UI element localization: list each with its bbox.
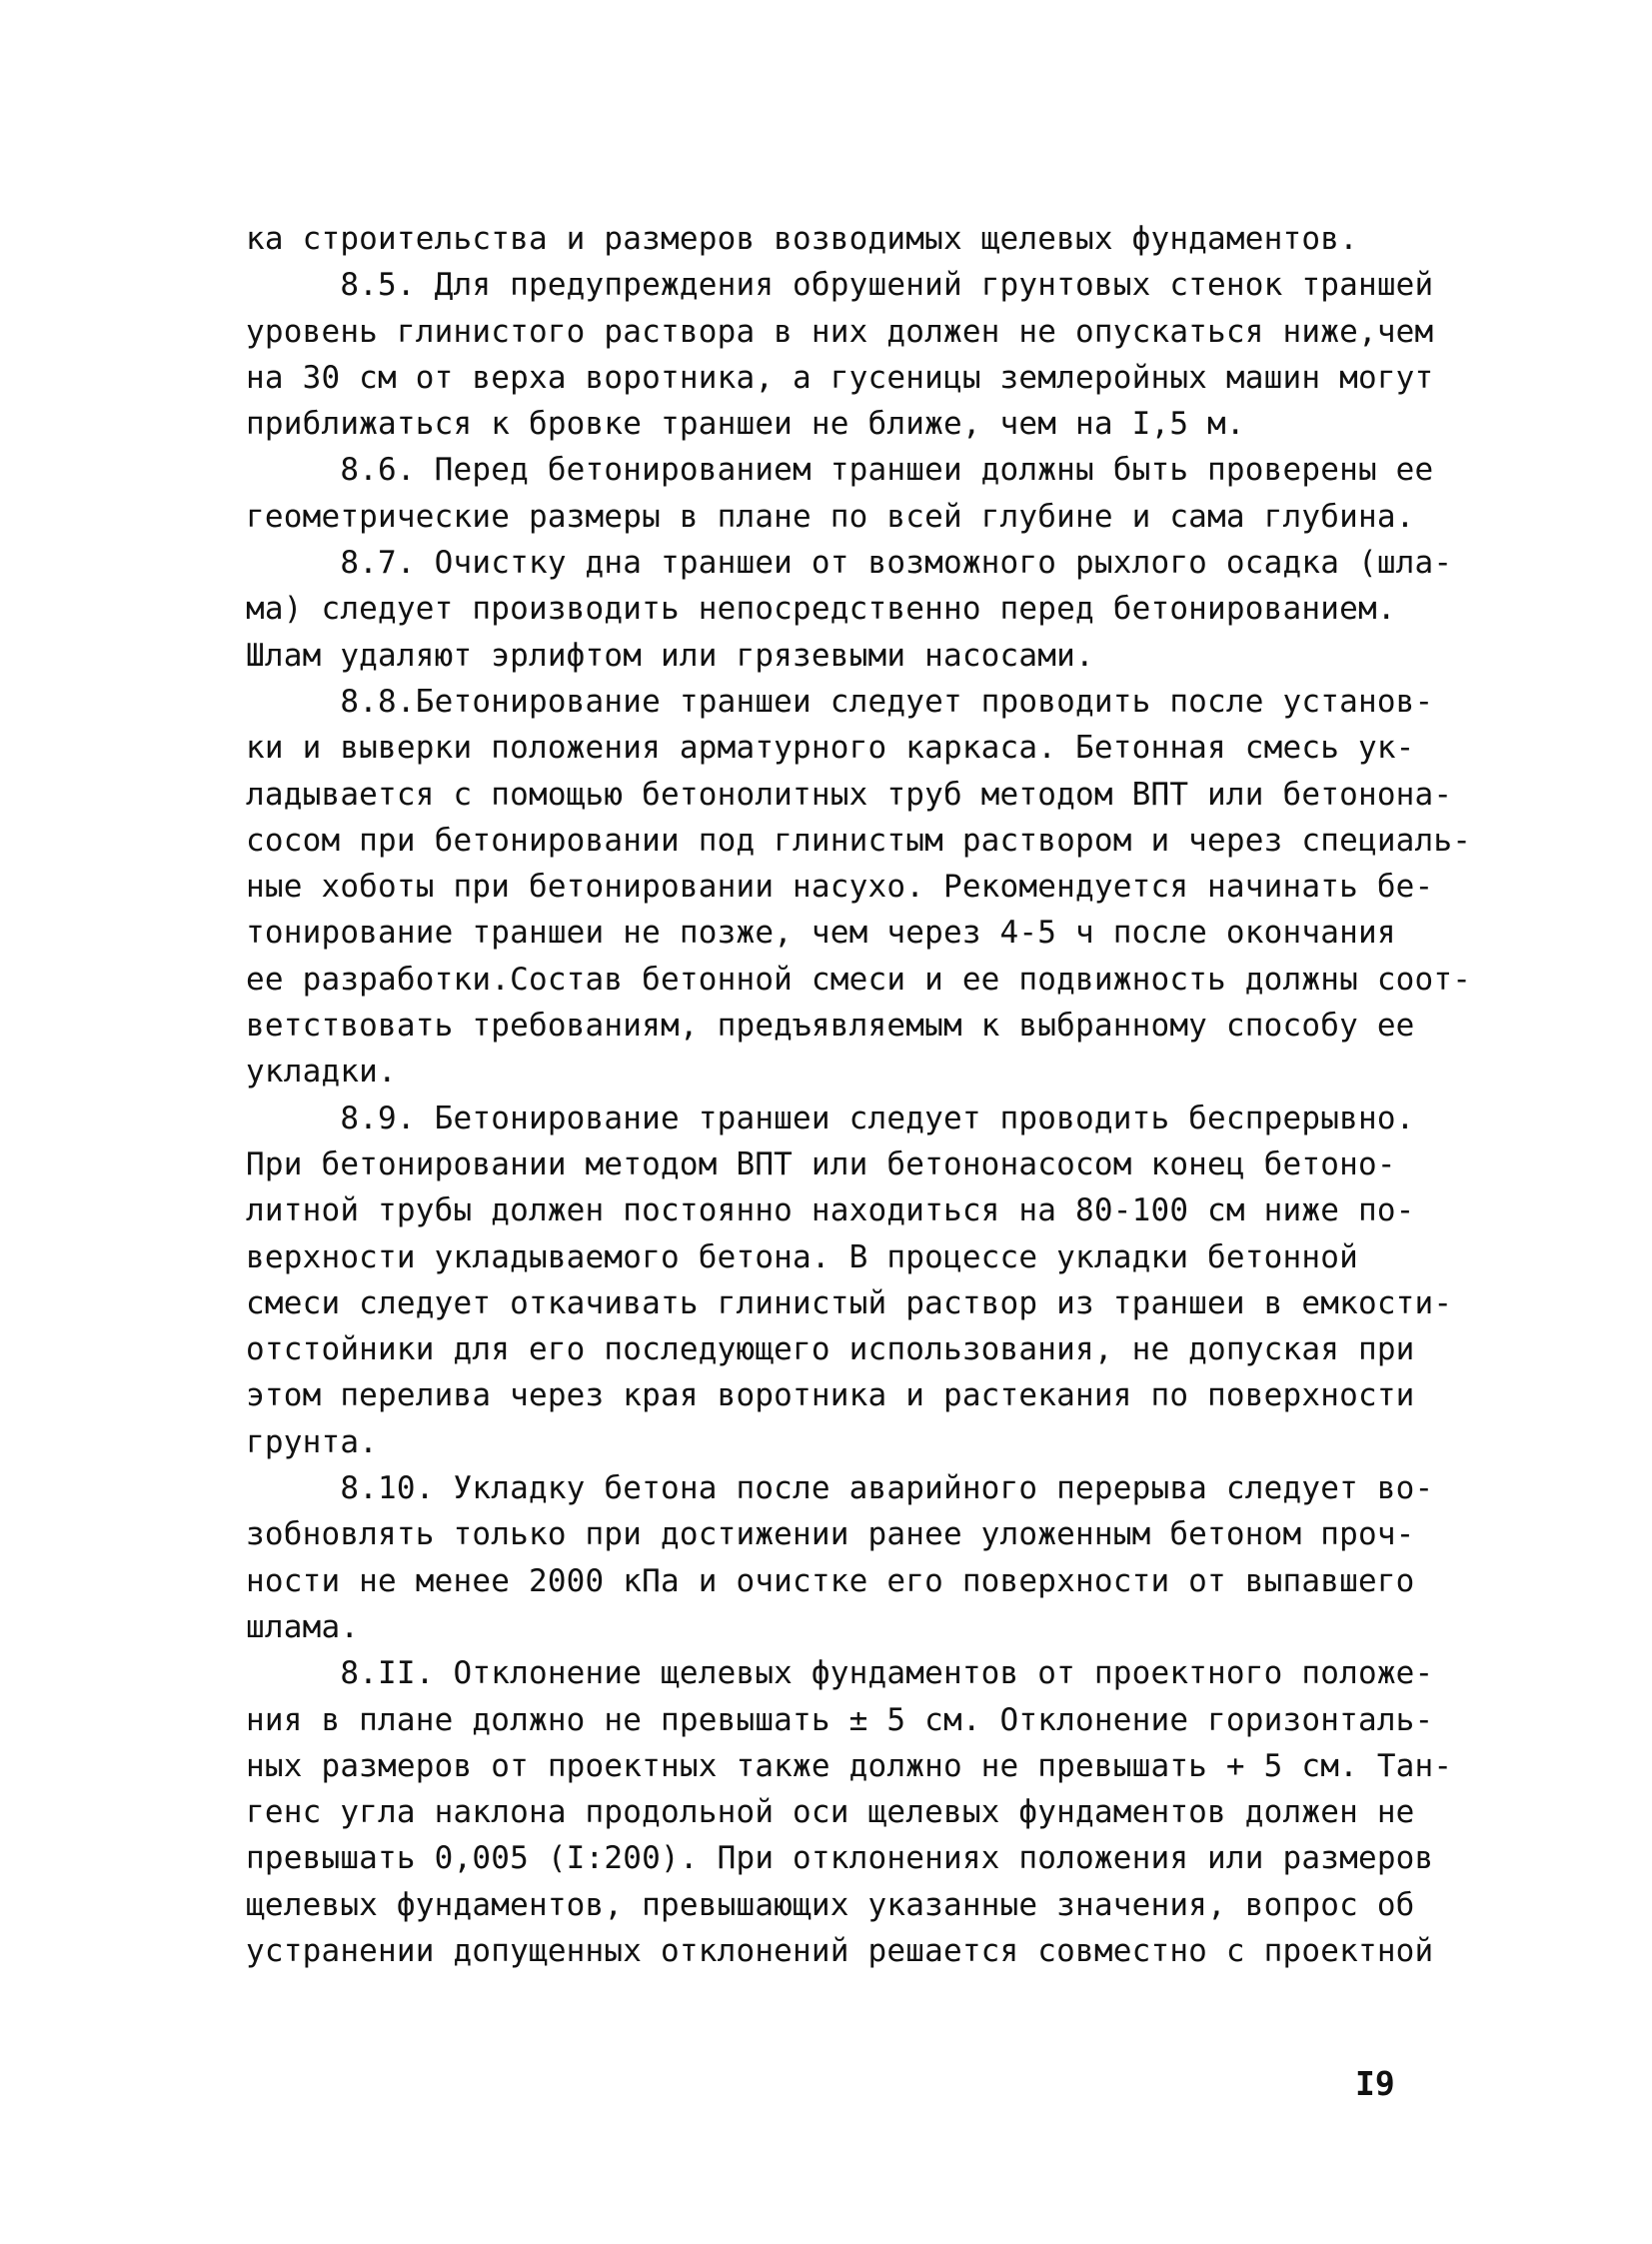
text-line: литной трубы должен постоянно находиться на 80-100 см ниже по- [246,1192,1415,1229]
text-line: ка строительства и размеров возводимых щелевых фундаментов. [246,221,1358,257]
text-line: зобновлять только при достижении ранее уложенным бетоном проч- [246,1516,1415,1553]
text-line: ния в плане должно не превышать ± 5 см. Отклонение горизонталь- [246,1701,1434,1738]
text-line: 8.7. Очистку дна траншеи от возможного рыхлого осадка (шла- [246,545,1453,582]
text-line: ветствовать требованиям, предъявляемым к выбранному способу ее [246,1008,1415,1045]
text-line: ее разработки.Состав бетонной смеси и ее подвижность должны соот- [246,961,1472,998]
text-line: 8.8.Бетонирование траншеи следует проводить после установ- [246,683,1434,720]
text-line: щелевых фундаментов, превышающих указанные значения, вопрос об [246,1886,1415,1923]
text-line: верхности укладываемого бетона. В процессе укладки бетонной [246,1238,1358,1275]
text-line: 8.II. Отклонение щелевых фундаментов от проектного положе- [246,1655,1434,1692]
text-line: При бетонировании методом ВПТ или бетононасосом конец бетоно- [246,1145,1396,1182]
text-line: отстойники для его последующего использования, не допуская при [246,1331,1415,1368]
text-line: устранении допущенных отклонений решается совместно с проектной [246,1932,1434,1969]
text-line: 8.5. Для предупреждения обрушений грунтовых стенок траншей [246,267,1434,304]
text-line: геометрические размеры в плане по всей глубине и сама глубина. [246,498,1415,535]
text-line: этом перелива через края воротника и растекания по поверхности [246,1377,1415,1414]
text-line: 8.6. Перед бетонированием траншеи должны быть проверены ее [246,452,1434,489]
text-line: ки и выверки положения арматурного каркаса. Бетонная смесь ук- [246,730,1415,767]
text-line: ма) следует производить непосредственно перед бетонированием. [246,591,1396,628]
text-line: ладывается с помощью бетонолитных труб методом ВПТ или бетонона- [246,776,1453,813]
text-line: ности не менее 2000 кПа и очистке его поверхности от выпавшего [246,1562,1415,1599]
page-number: I9 [1355,2064,1395,2103]
text-line: ные хоботы при бетонировании насухо. Рекомендуется начинать бе- [246,869,1434,906]
text-line: смеси следует откачивать глинистый раствор из траншеи в емкости- [246,1284,1453,1321]
text-line: тонирование траншеи не позже, чем через 4-5 ч после окончания [246,915,1396,952]
text-line: укладки. [246,1054,397,1091]
text-line: приближаться к бровке траншеи не ближе, чем на I,5 м. [246,406,1245,443]
text-line: грунта. [246,1423,379,1460]
text-line: превышать 0,005 (I:200). При отклонениях положения или размеров [246,1840,1434,1877]
body-text [246,216,1472,1974]
text-line: генс угла наклона продольной оси щелевых фундаментов должен не [246,1794,1415,1831]
text-line: 8.9. Бетонирование траншеи следует проводить беспрерывно. [246,1100,1415,1136]
text-line: уровень глинистого раствора в них должен не опускаться ниже,чем [246,313,1434,350]
text-line: ных размеров от проектных также должно не превышать + 5 см. Тан- [246,1747,1453,1784]
text-line: на 30 см от верха воротника, а гусеницы землеройных машин могут [246,359,1434,396]
text-line: шлама. [246,1608,360,1645]
text-line: Шлам удаляют эрлифтом или грязевыми насосами. [246,637,1094,674]
text-line: сосом при бетонировании под глинистым раствором и через специаль- [246,822,1472,859]
text-line: 8.10. Укладку бетона после аварийного перерыва следует во- [246,1470,1434,1507]
